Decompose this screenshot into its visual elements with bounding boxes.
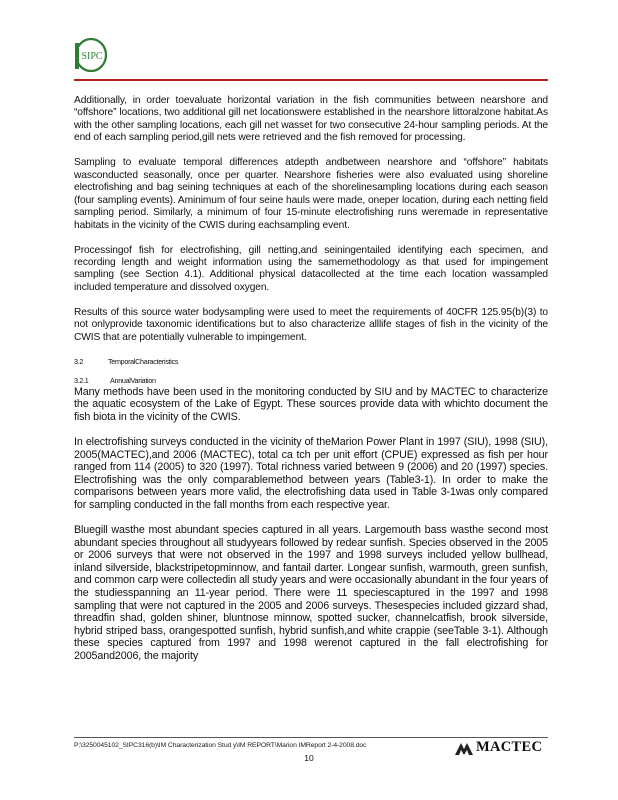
sipc-logo: [70, 34, 110, 76]
footer-file-path: P:\3250045102_SIPC316(b)\IM Characterization Stud y\IM REPORT\Marion IMReport 2-4-2008.doc: [74, 742, 367, 749]
footer-rule: [74, 737, 548, 738]
subsection-heading: [74, 376, 548, 385]
section-heading: [74, 357, 548, 366]
header-rule: [74, 79, 548, 81]
paragraph-processing: Processingof fish for electrofishing, gill netting,and seiningentailed identifying each specimen, and recording length and weight information using the samemethodology as that used for impingement sampling (see Section 4.1). Additional physical datacollected at the time each location wassampled included temperature and dissolved oxygen.: [74, 244, 548, 293]
paragraph-methods: Many methods have been used in the monitoring conducted by SIU and by MACTEC to characterize the aquatic ecosystem of the Lake of Egypt. These sources provide data with whichto document the fish biota in the vicinity of the CWIS.: [74, 385, 548, 423]
brand-text: MACTEC: [476, 739, 543, 755]
section-title: TemporalCharacteristics: [108, 356, 179, 366]
subsection-title: AnnualVariation: [110, 375, 156, 385]
paragraph-gill-net-locations: Additionally, in order toevaluate horizontal variation in the fish communities between nearshore and “offshore” locations, two additional gill net locationswere established in the nearshore littoralzone habitat.As with the other sampling locations, each gill net wasset for two consecutive 24-hour sampling periods. At the end of each sampling period,gill nets were retrieved and the fish removed for processing.: [74, 95, 548, 144]
section-number: 3.2: [74, 356, 84, 366]
subsection-number: 3.2.1: [74, 375, 89, 385]
page-number: 10: [304, 753, 314, 763]
paragraph-bluegill: Bluegill wasthe most abundant species captured in all years. Largemouth bass wasthe second most abundant species throughout all studyyears followed by redear sunfish. Species observed in the 2005 or 2006 surveys that were not observed in the 1997 and 1998 surveys included yellow bullhead, inland silverside, blackstripetopminnow, and fantail darter. Longear sunfish, warmouth, green sunfish, and common carp were collectedin all study years and were occasionally abundant in the four years of the studiesspanning an 11-year period. There were 11 speciescaptured in the 1997 and 1998 sampling that were not captured in the 2005 and 2006 surveys. Thesespecies included gizzard shad, threadfin shad, golden shiner, bluntnose minnow, spotted sucker, channelcatfish, brook silverside, hybrid striped bass, orangespotted sunfish, hybrid sunfish,and white crappie (seeTable 3-1). Although these species captured from 1997 and 1998 werenot captured in the fall electrofishing for 2005and2006, the majority: [74, 524, 548, 662]
page-content: [74, 95, 548, 675]
svg-text:SIPC: SIPC: [81, 51, 103, 62]
paragraph-results: Results of this source water bodysampling were used to meet the requirements of 40CFR 125.95(b)(3) to not onlyprovide taxonomic identifications but to also characterize alllife stages of fish in the vicinity of the CWIS that are potentially vulnerable to impingement.: [74, 306, 548, 343]
paragraph-electrofishing-surveys: In electrofishing surveys conducted in the vicinity of theMarion Power Plant in 1997 (SIU), 1998 (SIU), 2005(MACTEC),and 2006 (MACTEC), total ca tch per unit effort (CPUE) expressed as fish per hour ranged from 114 (2005) to 320 (1997). Total richness varied between 9 (2006) and 20 (1997) species. Electrofishing was the only comparablemethod between years (Table3-1). In order to make the comparisons between years more valid, the electrofishing data used in Table 3-1was only compared for sampling conducted in the fall months from each respective year.: [74, 435, 548, 511]
paragraph-temporal-sampling: Sampling to evaluate temporal differences atdepth andbetween nearshore and “offshore” habitats wasconducted seasonally, once per quarter. Nearshore fisheries were also evaluated using shoreline electrofishing and bag seining techniques at each of the shorelinesampling locations during each season (four sampling events). Aminimum of four seine hauls were made, oneper location, during each netting field sampling period. Similarly, a minimum of four 15-minute electrofishing runs weremade in representative habitats in the vicinity of the CWIS during eachsampling event.: [74, 157, 548, 231]
